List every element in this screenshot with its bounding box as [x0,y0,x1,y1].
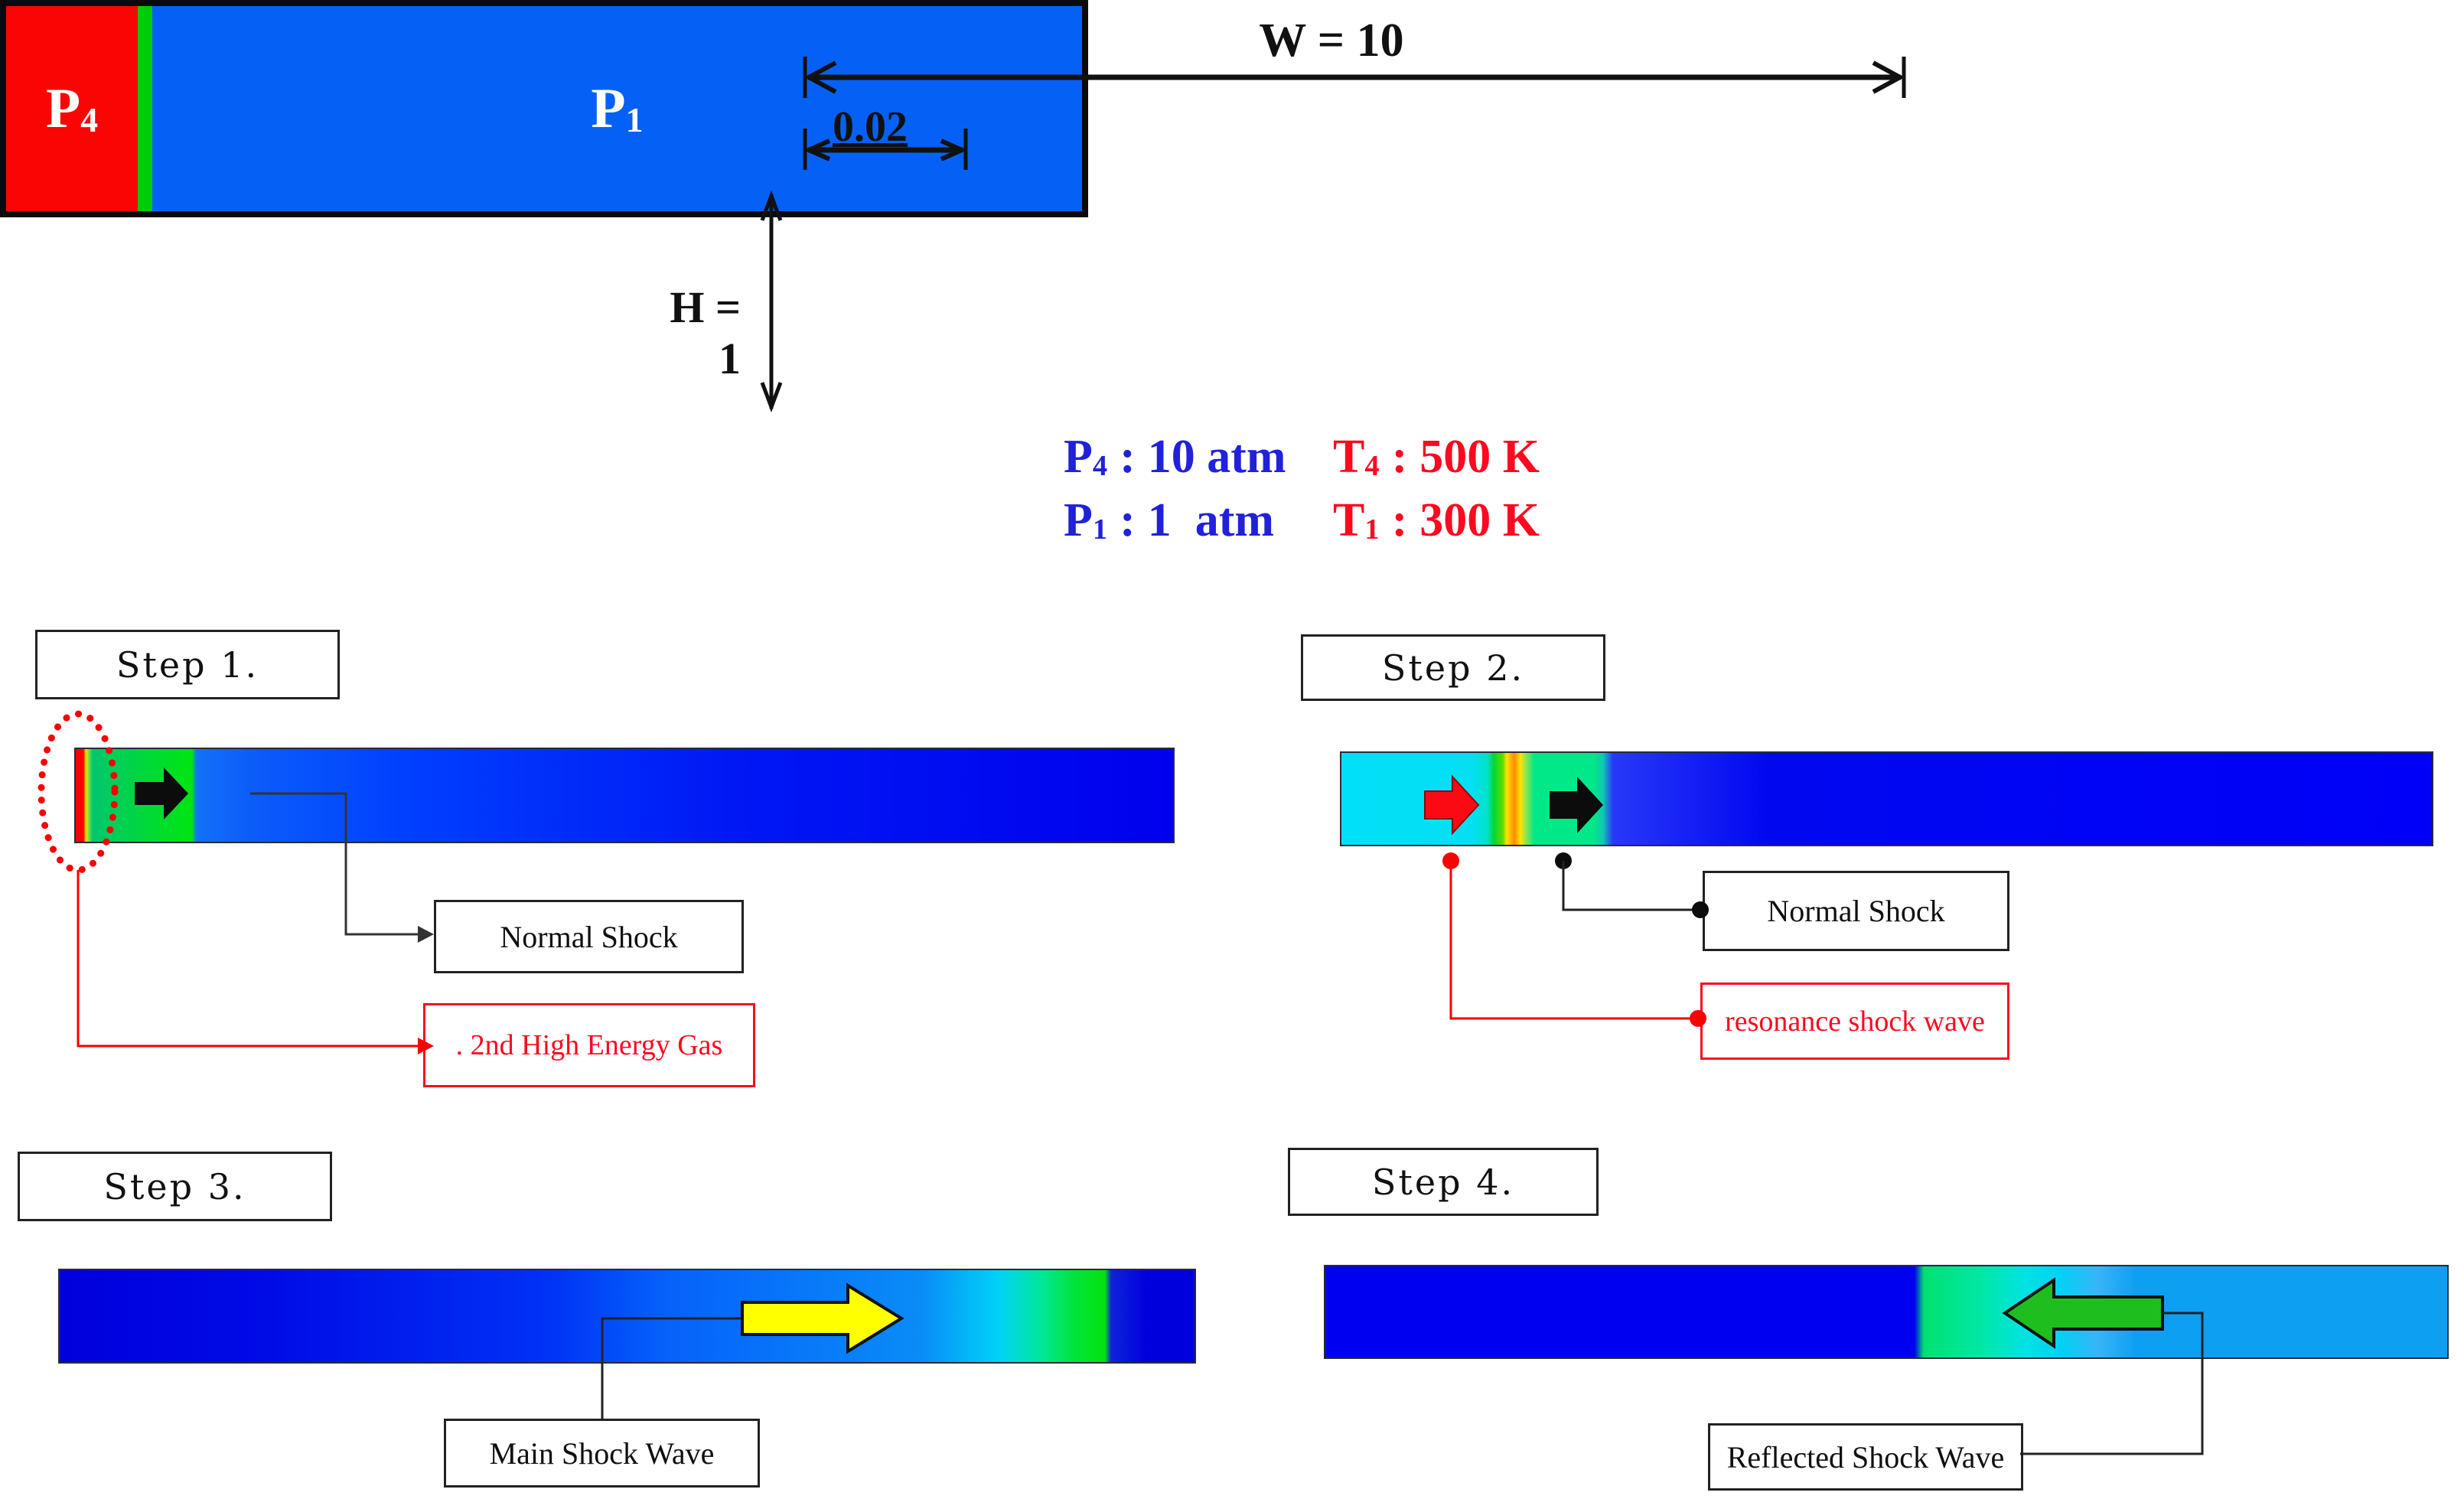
step1-high-energy-leader [78,870,434,1054]
t4-condition: T4 : 500 K [1333,431,1540,483]
diaphragm-strip [138,6,152,211]
reflected-shock-wave-callout: Reflected Shock Wave [1708,1423,2023,1491]
p4-condition: P4 : 10 atm [1064,431,1286,483]
p1-condition: P1 : 1 atm [1064,494,1275,546]
step-1-contour-tube [74,748,1175,843]
height-dimension-arrow [762,194,781,409]
normal-shock-callout-step2: Normal Shock [1703,871,2009,951]
step-4-label-box: Step 4. [1288,1148,1599,1216]
main-shock-wave-callout: Main Shock Wave [444,1419,760,1488]
normal-shock-callout-step1: Normal Shock [434,900,744,973]
width-dimension-label: W = 10 [1259,15,1404,67]
step-1-label-box: Step 1. [35,630,340,699]
p1-region-label: P1 [591,77,644,140]
t1-condition: T1 : 300 K [1333,494,1540,546]
step-3-label-box: Step 3. [18,1152,332,1221]
step-2-label-box: Step 2. [1301,634,1605,701]
condition-row-4 [1064,430,1540,494]
diaphragm-dimension-label: 0.02 [833,103,908,151]
initial-conditions [1064,430,1540,557]
height-dimension-label: H = 1 [670,282,741,383]
driver-gas-region [6,6,138,211]
p4-region-label: P4 [45,77,99,140]
driven-gas-region [152,6,1082,211]
high-energy-gas-callout: . 2nd High Energy Gas [423,1003,755,1087]
step2-normal-shock-leader [1555,852,1709,918]
step-4-contour-tube [1324,1265,2449,1359]
condition-row-1 [1064,494,1540,557]
step-3-contour-tube [58,1269,1196,1364]
step2-resonance-leader [1442,852,1706,1027]
step-2-contour-tube [1340,751,2433,846]
resonance-shock-wave-callout: resonance shock wave [1700,982,2009,1060]
